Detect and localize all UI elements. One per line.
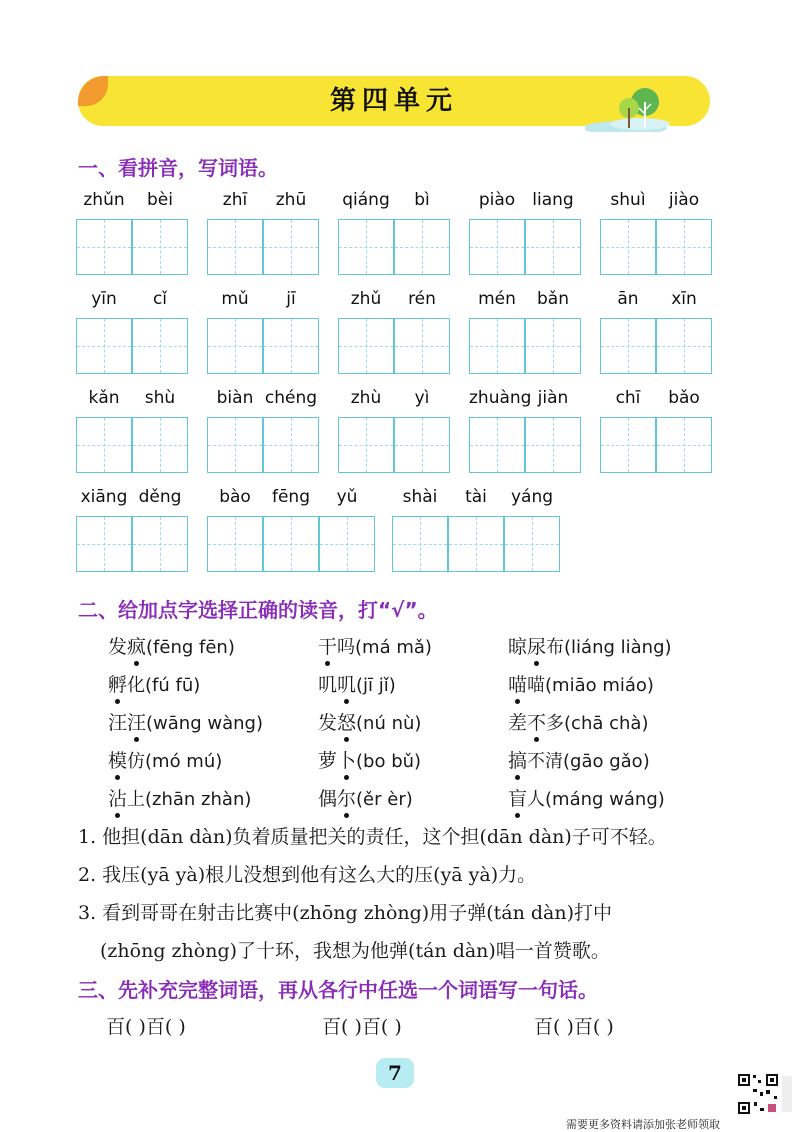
writing-cell[interactable] — [392, 516, 448, 572]
writing-cell[interactable] — [76, 417, 132, 473]
pinyin-text: bǎn — [537, 289, 569, 309]
item-text: 汪 — [108, 712, 128, 734]
pinyin-text: chī — [615, 388, 641, 408]
item-options[interactable]: 人(máng wáng) — [527, 789, 665, 810]
writing-cell[interactable] — [525, 318, 581, 374]
writing-cell[interactable] — [656, 219, 712, 275]
item-options[interactable]: (fēng fēn) — [146, 637, 235, 658]
section3-heading: 三、先补充完整词语，再从各行中任选一个词语写一句话。 — [78, 978, 598, 1002]
pinyin-text: fēng — [271, 487, 310, 507]
pinyin-text: zhī — [222, 190, 248, 210]
blank-pair[interactable]: 百( )百( ) — [534, 1016, 614, 1038]
writing-cell[interactable] — [207, 516, 263, 572]
pinyin-text: shài — [402, 487, 438, 507]
writing-cell[interactable] — [338, 318, 394, 374]
pinyin-text: zhǔn — [83, 190, 125, 210]
reading-item — [508, 670, 654, 697]
writing-cell[interactable] — [207, 318, 263, 374]
pinyin-text: yǔ — [336, 487, 358, 507]
writing-cell[interactable] — [600, 219, 656, 275]
pinyin-text: zhuàng — [469, 388, 532, 408]
pinyin-text: xīn — [671, 289, 697, 309]
dotted-char: 叽 — [337, 670, 356, 697]
sentence-1[interactable]: 1. 他担(dān dàn)负着质量把关的责任，这个担(dān dàn)子可不轻。 — [78, 826, 667, 848]
sentence-2[interactable]: 2. 我压(yā yà)根儿没想到他有这么大的压(yā yà)力。 — [78, 864, 537, 886]
writing-cell[interactable] — [394, 417, 450, 473]
writing-cell[interactable] — [525, 417, 581, 473]
writing-cell[interactable] — [132, 417, 188, 473]
qr-code-icon — [736, 1072, 794, 1116]
writing-cell[interactable] — [656, 318, 712, 374]
writing-cell[interactable] — [469, 318, 525, 374]
writing-cell[interactable] — [394, 318, 450, 374]
pinyin-text: liang — [532, 190, 574, 210]
pinyin-text: cǐ — [152, 289, 168, 309]
reading-item — [318, 784, 413, 811]
writing-cell[interactable] — [263, 318, 319, 374]
pinyin-text: yáng — [510, 487, 554, 507]
writing-cell[interactable] — [207, 219, 263, 275]
item-text: 偶 — [318, 788, 338, 810]
reading-item — [108, 746, 222, 773]
writing-cell[interactable] — [76, 516, 132, 572]
writing-cell[interactable] — [338, 219, 394, 275]
pinyin-text: kǎn — [88, 388, 120, 408]
item-text: 晾 — [508, 636, 528, 658]
dotted-char: 沾 — [108, 784, 127, 811]
pinyin-text: bào — [219, 487, 251, 507]
writing-cell[interactable] — [207, 417, 263, 473]
pinyin-text: biàn — [216, 388, 254, 408]
pinyin-text: jī — [286, 289, 296, 309]
dotted-char: 搞 — [508, 746, 527, 773]
writing-cell[interactable] — [656, 417, 712, 473]
pinyin-text: mǔ — [221, 289, 249, 309]
page-number: 7 — [376, 1058, 414, 1088]
section1-heading: 一、看拼音，写词语。 — [78, 156, 278, 180]
dotted-char: 盲 — [508, 784, 527, 811]
pinyin-text: mén — [478, 289, 516, 309]
pinyin-text: ān — [617, 289, 639, 309]
dotted-char: 卜 — [337, 746, 356, 773]
dotted-char: 喵 — [508, 670, 527, 697]
item-text: 叽 — [318, 674, 338, 696]
writing-cell[interactable] — [600, 417, 656, 473]
pinyin-text: děng — [138, 487, 182, 507]
item-options[interactable]: (ěr èr) — [356, 789, 413, 810]
writing-cell[interactable] — [469, 219, 525, 275]
reading-item — [318, 632, 432, 659]
item-options[interactable]: (nú nù) — [356, 713, 422, 734]
writing-cell[interactable] — [132, 219, 188, 275]
item-options[interactable]: 喵(miāo miáo) — [527, 675, 654, 696]
pinyin-text: shù — [144, 388, 176, 408]
dotted-char: 汪 — [127, 708, 146, 735]
item-options[interactable]: (jī jǐ) — [356, 675, 396, 696]
pinyin-text: jiàn — [537, 388, 569, 408]
pinyin-text: tài — [465, 487, 487, 507]
dotted-char: 模 — [108, 746, 127, 773]
writing-cell[interactable] — [394, 219, 450, 275]
dotted-char: 尿 — [527, 632, 546, 659]
section2-heading: 二、给加点字选择正确的读音，打“√”。 — [78, 598, 438, 622]
pinyin-text: zhù — [350, 388, 382, 408]
item-text: 差 — [508, 712, 528, 734]
reading-item — [508, 708, 648, 735]
dotted-char: 干 — [318, 632, 337, 659]
writing-cell[interactable] — [338, 417, 394, 473]
pinyin-text: piào — [478, 190, 516, 210]
pinyin-text: yīn — [91, 289, 117, 309]
item-text: 萝 — [318, 750, 338, 772]
reading-item — [318, 746, 421, 773]
reading-item — [108, 632, 235, 659]
item-text: 发 — [108, 636, 128, 658]
writing-cell[interactable] — [263, 516, 319, 572]
item-text: 发 — [318, 712, 338, 734]
tree-illustration — [585, 84, 685, 132]
item-options[interactable]: 上(zhān zhàn) — [127, 789, 252, 810]
writing-cell[interactable] — [448, 516, 504, 572]
dotted-char: 孵 — [108, 670, 127, 697]
writing-cell[interactable] — [600, 318, 656, 374]
writing-cell[interactable] — [319, 516, 375, 572]
writing-cell[interactable] — [263, 417, 319, 473]
item-options[interactable]: (wāng wàng) — [146, 713, 263, 734]
writing-cell[interactable] — [76, 219, 132, 275]
item-options[interactable]: 不清(gāo gǎo) — [527, 751, 650, 772]
sentence-3[interactable]: 3. 看到哥哥在射击比赛中(zhōng zhòng)用子弹(tán dàn)打中 — [78, 902, 612, 924]
item-options[interactable]: 仿(mó mú) — [127, 751, 223, 772]
pinyin-text: shuì — [610, 190, 646, 210]
item-options[interactable]: 布(liáng liàng) — [546, 637, 672, 658]
footer-note: 需要更多资料请添加张老师领取 — [566, 1118, 720, 1131]
reading-item — [508, 784, 665, 811]
pinyin-text: bǎo — [668, 388, 700, 408]
pinyin-text: zhū — [275, 190, 307, 210]
dotted-char: 怒 — [337, 708, 356, 735]
item-options[interactable]: (bo bǔ) — [356, 751, 422, 772]
writing-cell[interactable] — [469, 417, 525, 473]
writing-cell[interactable] — [132, 318, 188, 374]
reading-item — [318, 708, 421, 735]
pinyin-text: jiào — [668, 190, 700, 210]
writing-cell[interactable] — [504, 516, 560, 572]
writing-cell[interactable] — [525, 219, 581, 275]
blank-pair[interactable]: 百( )百( ) — [322, 1016, 402, 1038]
reading-item — [108, 708, 263, 735]
pinyin-text: bèi — [147, 190, 173, 210]
page-title: 第四单元 — [329, 86, 458, 116]
pinyin-text: bì — [414, 190, 430, 210]
dotted-char: 疯 — [127, 632, 146, 659]
pinyin-text: xiāng — [80, 487, 128, 507]
blank-pair[interactable]: 百( )百( ) — [106, 1016, 186, 1038]
writing-cell[interactable] — [76, 318, 132, 374]
writing-cell[interactable] — [263, 219, 319, 275]
item-options[interactable]: 多(chā chà) — [546, 713, 649, 734]
dotted-char: 尔 — [337, 784, 356, 811]
sentence-3-cont[interactable]: (zhōng zhòng)了十环，我想为他弹(tán dàn)唱一首赞歌。 — [100, 940, 610, 962]
dotted-char: 不 — [527, 708, 546, 735]
reading-item — [318, 670, 396, 697]
pinyin-text: zhǔ — [350, 289, 382, 309]
reading-item — [508, 746, 650, 773]
writing-cell[interactable] — [132, 516, 188, 572]
pinyin-text: qiáng — [342, 190, 390, 210]
reading-item — [108, 670, 200, 697]
pinyin-text: yì — [414, 388, 430, 408]
item-options[interactable]: 化(fú fū) — [127, 675, 201, 696]
reading-item — [508, 632, 672, 659]
pinyin-text: chéng — [264, 388, 318, 408]
reading-item — [108, 784, 251, 811]
pinyin-text: rén — [408, 289, 436, 309]
item-options[interactable]: 吗(má mǎ) — [337, 637, 432, 658]
